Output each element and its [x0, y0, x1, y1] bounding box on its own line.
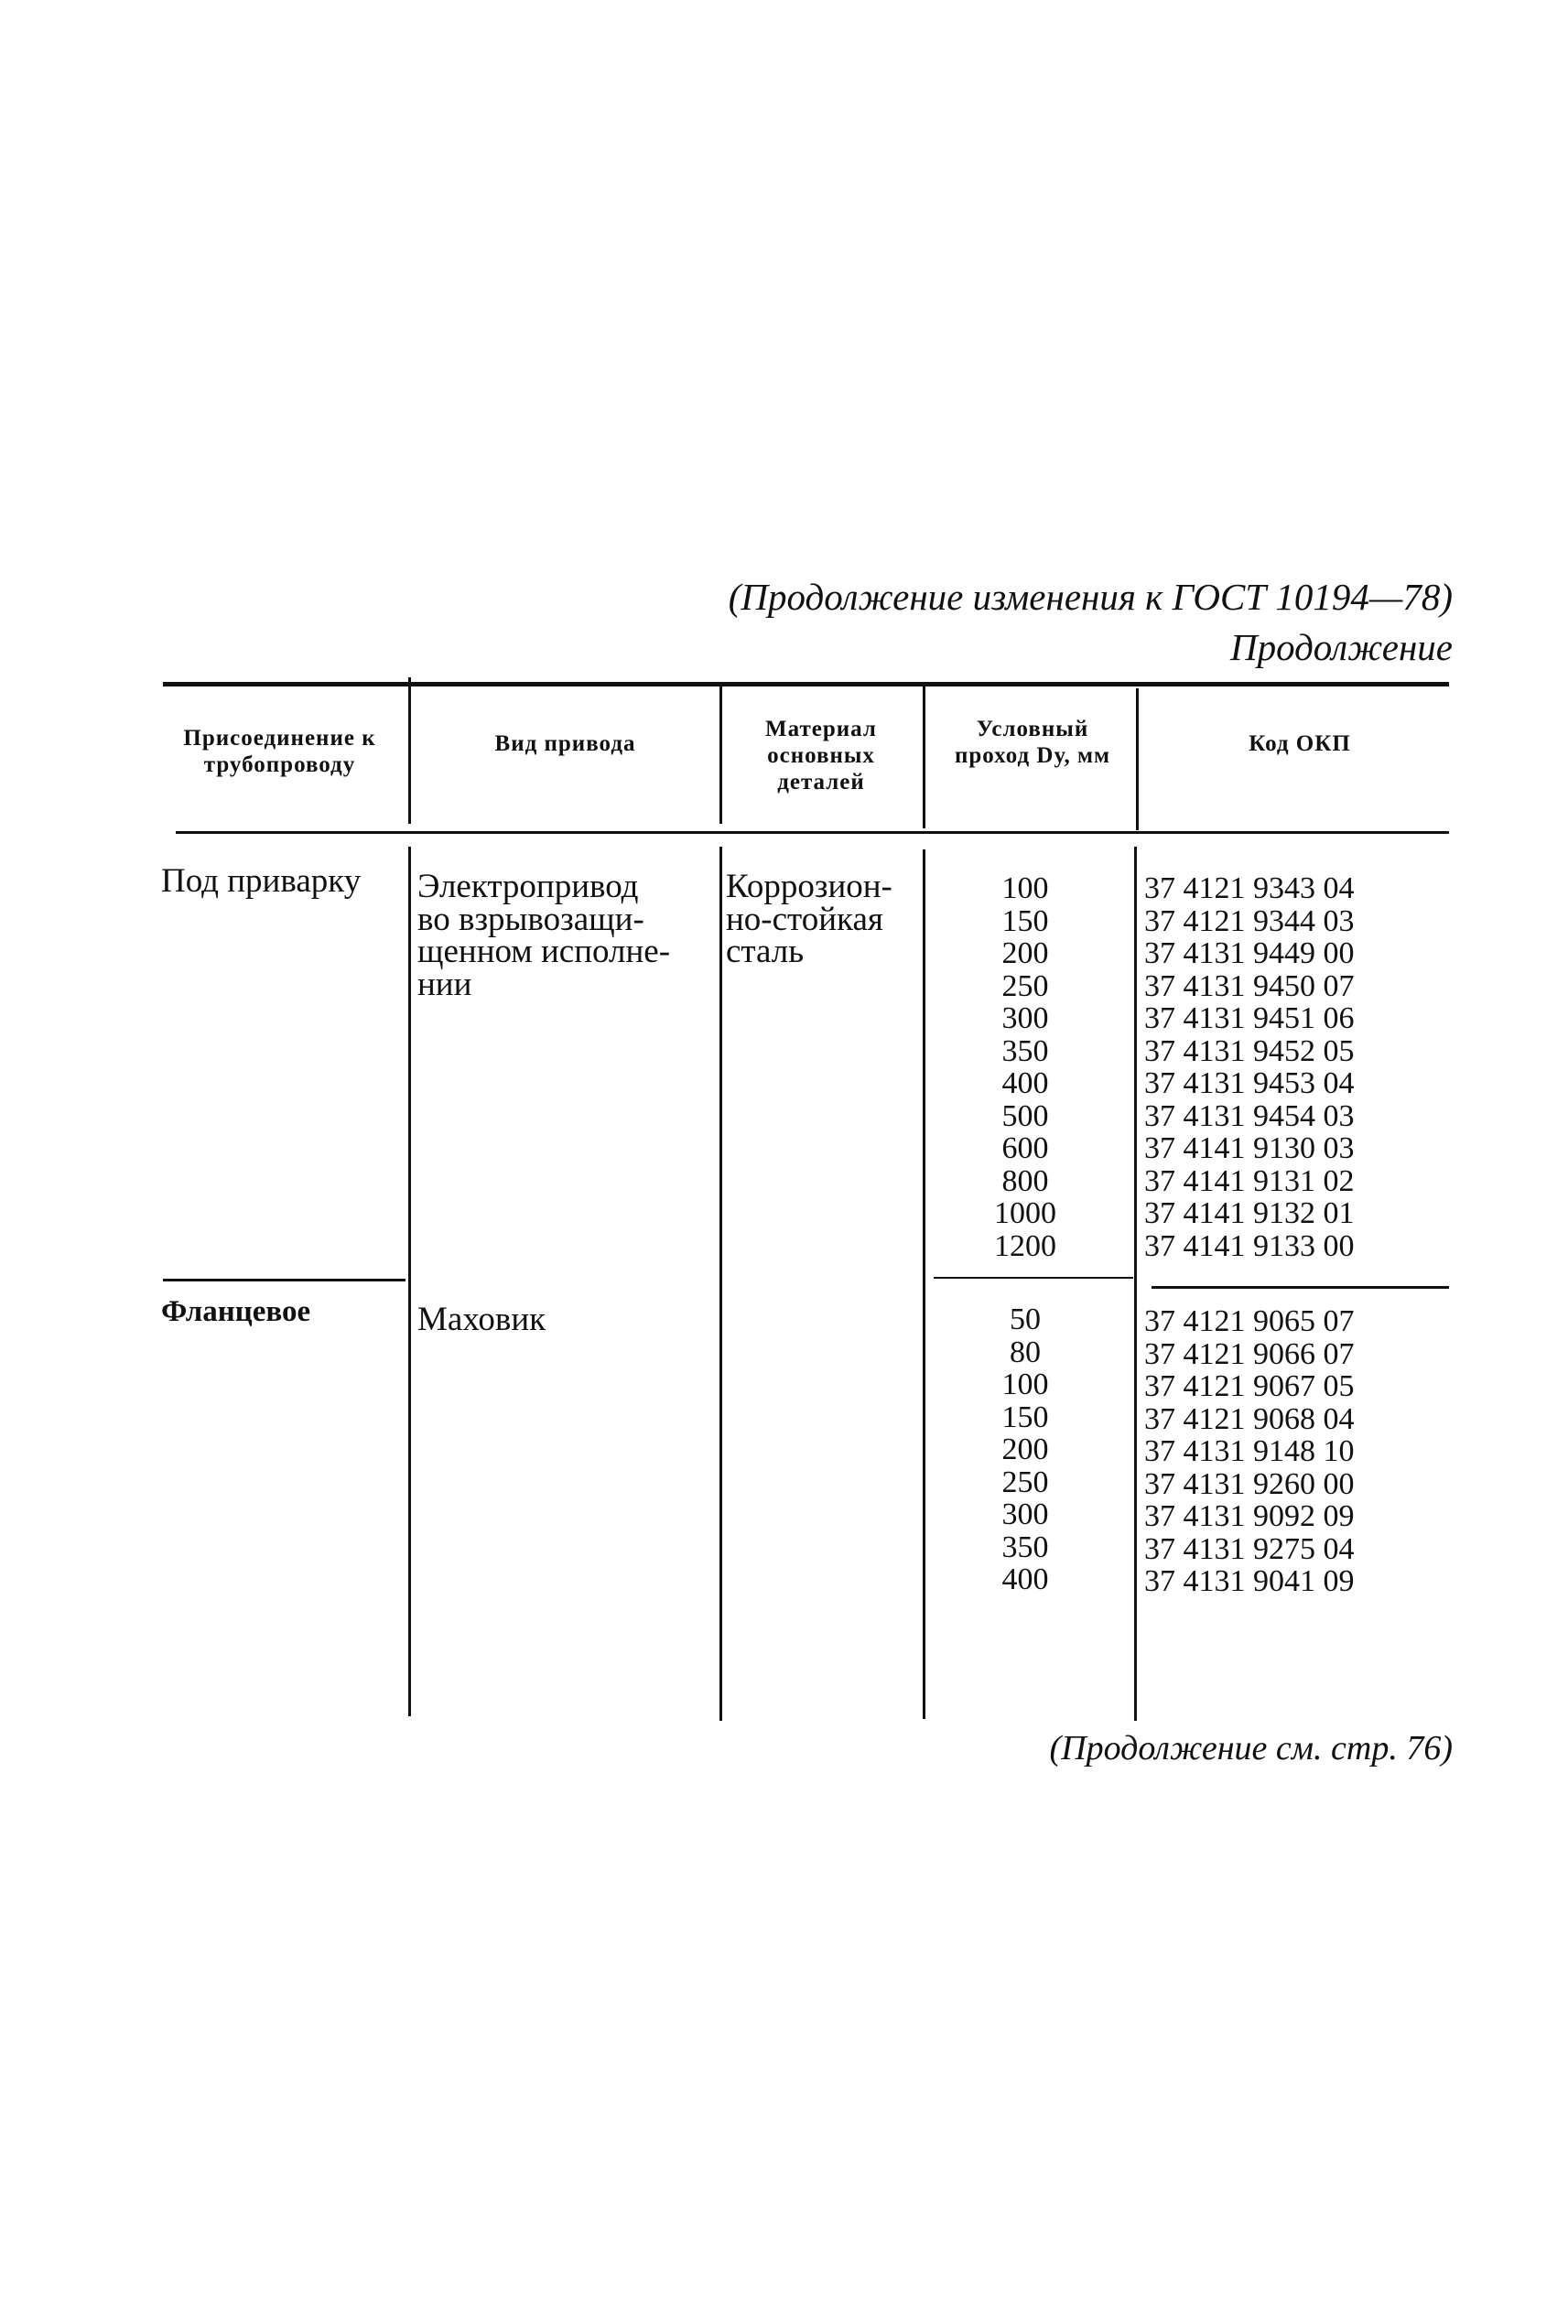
col-header-nominal-size: Условный проход Dу, мм [954, 717, 1111, 768]
continuation-label: Продолжение [1230, 626, 1453, 668]
col-sep-1-header [408, 677, 411, 824]
okp-code-item: 37 4141 9132 01 [1144, 1196, 1355, 1230]
table-top-rule [163, 682, 1449, 686]
okp-code-item: 37 4131 9453 04 [1144, 1066, 1355, 1100]
nominal-size-item: 80 [1010, 1335, 1041, 1369]
nominal-size-item: 50 [1010, 1303, 1041, 1336]
drive-line: нии [417, 965, 472, 1003]
okp-code-item: 37 4121 9066 07 [1144, 1336, 1355, 1371]
nominal-size-item: 200 [1001, 936, 1049, 970]
drive-line: Маховик [417, 1301, 546, 1338]
nominal-size-item: 1200 [994, 1228, 1056, 1263]
nominal-size-item: 500 [1001, 1098, 1049, 1133]
nominal-size-item: 400 [1001, 1562, 1049, 1596]
group-divider-sizes [934, 1277, 1133, 1279]
material-line: но-стойкая [726, 900, 883, 938]
okp-code-item: 37 4131 9454 03 [1144, 1098, 1355, 1133]
col-header-material: Материал основных деталей [765, 717, 877, 794]
drive-electric [417, 868, 671, 1003]
nominal-size-item: 400 [1001, 1066, 1049, 1100]
okp-code-list [1144, 1305, 1355, 1598]
nominal-size-item: 800 [1001, 1163, 1049, 1198]
nominal-size-item: 1000 [994, 1196, 1056, 1230]
nominal-size-item: 150 [1001, 1400, 1049, 1434]
nominal-size-item: 100 [1001, 871, 1049, 905]
nominal-size-item: 100 [1001, 1367, 1049, 1401]
col-header-connection: Присоединение к трубопроводу [183, 726, 376, 777]
material-line: сталь [726, 933, 805, 970]
drive-line: щенном исполне- [417, 933, 671, 970]
nominal-size-item: 250 [1001, 968, 1049, 1003]
okp-code-item: 37 4131 9451 06 [1144, 1001, 1355, 1035]
nominal-size-item: 150 [1001, 903, 1049, 938]
okp-code-item: 37 4131 9275 04 [1144, 1531, 1355, 1566]
okp-code-item: 37 4121 9067 05 [1144, 1369, 1355, 1403]
nominal-size-item: 350 [1001, 1530, 1049, 1564]
okp-code-item: 37 4131 9041 09 [1144, 1564, 1355, 1598]
nominal-size-item: 200 [1001, 1432, 1049, 1466]
okp-code-item: 37 4141 9131 02 [1144, 1163, 1355, 1198]
col-sep-3-body [923, 849, 925, 1719]
col-header-drive: Вид привода [494, 731, 636, 756]
okp-code-list [1144, 872, 1355, 1262]
col-sep-2-header [719, 685, 722, 824]
col-sep-1-body [408, 847, 411, 1716]
continuation-note: (Продолжение см. стр. 76) [1049, 1729, 1453, 1767]
col-sep-3-header [923, 686, 925, 828]
continuation-title: (Продолжение изменения к ГОСТ 10194—78) [728, 576, 1453, 618]
okp-code-item: 37 4141 9133 00 [1144, 1228, 1355, 1263]
okp-code-item: 37 4121 9065 07 [1144, 1304, 1355, 1338]
okp-code-item: 37 4131 9450 07 [1144, 968, 1355, 1003]
nominal-size-item: 300 [1001, 1497, 1049, 1531]
col-sep-2-body [719, 847, 722, 1721]
okp-code-item: 37 4121 9343 04 [1144, 871, 1355, 905]
nominal-size-item: 350 [1001, 1033, 1049, 1068]
okp-code-item: 37 4141 9130 03 [1144, 1131, 1355, 1165]
connection-flange: Фланцевое [161, 1295, 311, 1328]
nominal-size-item: 250 [1001, 1465, 1049, 1499]
nominal-size-item: 600 [1001, 1131, 1049, 1165]
okp-code-item: 37 4121 9344 03 [1144, 903, 1355, 938]
nominal-size-item: 300 [1001, 1001, 1049, 1035]
connection-weld: Под приварку [161, 862, 362, 900]
group-divider-codes [1152, 1286, 1449, 1289]
col-header-okp-code: Код ОКП [1249, 731, 1351, 756]
okp-code-item: 37 4121 9068 04 [1144, 1401, 1355, 1436]
okp-code-item: 37 4131 9260 00 [1144, 1466, 1355, 1501]
group-divider-left [163, 1279, 406, 1281]
okp-code-item: 37 4131 9452 05 [1144, 1033, 1355, 1068]
nominal-size-list [952, 872, 1098, 1262]
okp-code-item: 37 4131 9092 09 [1144, 1499, 1355, 1533]
drive-handwheel [417, 1303, 546, 1336]
nominal-size-list [952, 1303, 1098, 1596]
material-stainless [726, 870, 892, 968]
col-sep-4-body [1134, 847, 1137, 1721]
drive-line: Электропривод [417, 868, 639, 905]
okp-code-item: 37 4131 9148 10 [1144, 1434, 1355, 1468]
header-bottom-rule [176, 831, 1449, 834]
okp-code-item: 37 4131 9449 00 [1144, 936, 1355, 970]
col-sep-4-header [1136, 688, 1139, 830]
drive-line: во взрывозащи- [417, 900, 644, 938]
material-line: Коррозион- [726, 868, 892, 905]
